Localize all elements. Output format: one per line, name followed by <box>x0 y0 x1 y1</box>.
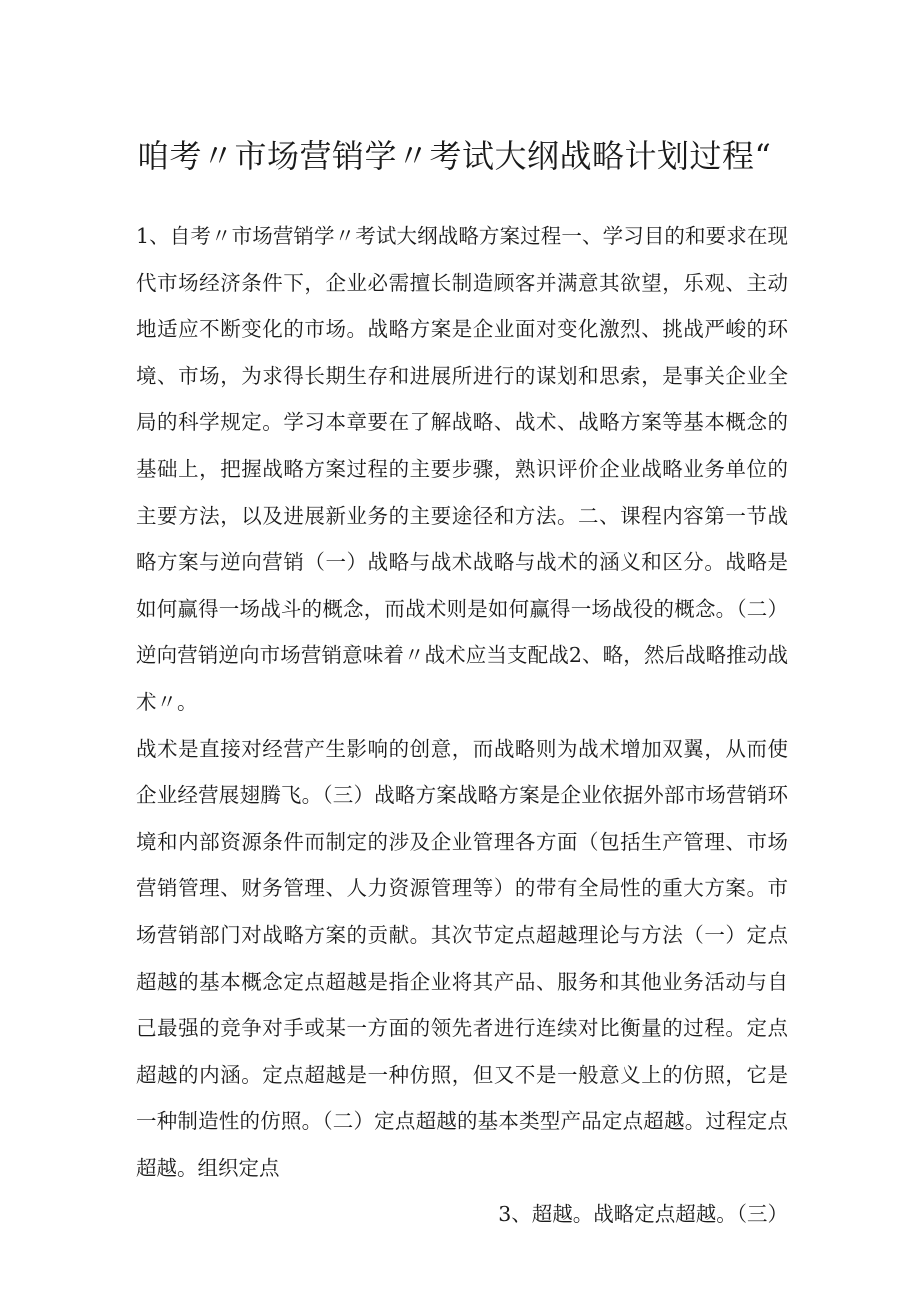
paragraph-2: 战术是直接对经营产生影响的创意，而战略则为战术增加双翼，从而使企业经营展翅腾飞。（三）战略方案战略方案是企业依据外部市场营销环境和内部资源条件而制定的涉及企业管理各方面（包括生产管理、市场营销管理、财务管理、人力资源管理等）的带有全局性的重大方案。市场营销部门对战略方案的贡献。其次节定点超越理论与方法（一）定点超越的基本概念定点超越是指企业将其产品、服务和其他业务活动与自己最强的竞争对手或某一方面的领先者进行连续对比衡量的过程。定点超越的内涵。定点超越是一种仿照，但又不是一般意义上的仿照，它是一种制造性的仿照。（二）定点超越的基本类型产品定点超越。过程定点超越。组织定点 <box>136 736 788 1180</box>
document-title: 咱考〃市场营销学〃考试大纲战略计划过程“ <box>137 137 772 175</box>
paragraph-3: 3、超越。战略定点超越。（三） <box>498 1202 788 1227</box>
document-body <box>136 213 788 1238</box>
paragraph-1: 1、自考〃市场营销学〃考试大纲战略方案过程一、学习目的和要求在现代市场经济条件下，企业必需擅长制造顾客并满意其欲望，乐观、主动地适应不断变化的市场。战略方案是企业面对变化激烈、挑战严峻的环境、市场，为求得长期生存和进展所进行的谋划和思索，是事关企业全局的科学规定。学习本章要在了解战略、战术、战略方案等基本概念的基础上，把握战略方案过程的主要步骤，熟识评价企业战略业务单位的主要方法，以及进展新业务的主要途径和方法。二、课程内容第一节战略方案与逆向营销（一）战略与战术战略与战术的涵义和区分。战略是如何赢得一场战斗的概念，而战术则是如何赢得一场战役的概念。（二）逆向营销逆向市场营销意味着〃战术应当支配战2、略，然后战略推动战术〃。 <box>136 224 788 714</box>
